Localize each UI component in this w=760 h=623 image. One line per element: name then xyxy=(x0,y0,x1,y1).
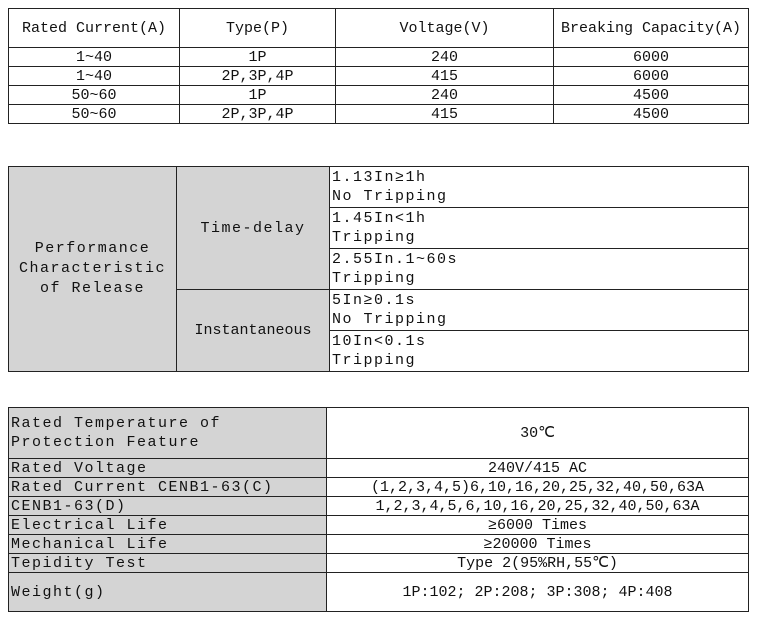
cell-voltage: 240 xyxy=(336,48,554,67)
cell-breaking-capacity: 4500 xyxy=(554,105,749,124)
table-row xyxy=(9,478,749,497)
condition-cell xyxy=(330,290,749,331)
condition-cell xyxy=(330,249,749,290)
performance-title-line: Performance xyxy=(34,240,151,257)
cell-type: 2P,3P,4P xyxy=(180,105,336,124)
cell-breaking-capacity: 6000 xyxy=(554,67,749,86)
condition-result: Tripping xyxy=(332,270,417,287)
header-voltage: Voltage(V) xyxy=(336,9,554,48)
spec-value: 240V/415 AC xyxy=(327,459,749,478)
condition-text: 10In<0.1s xyxy=(332,333,427,350)
spec-value: 30℃ xyxy=(327,408,749,459)
spec-value: (1,2,3,4,5)6,10,16,20,25,32,40,50,63A xyxy=(327,478,749,497)
spec-label-line: Protection Feature xyxy=(11,434,201,451)
cell-type: 2P,3P,4P xyxy=(180,67,336,86)
spec-value: ≥6000 Times xyxy=(327,516,749,535)
cell-voltage: 415 xyxy=(336,67,554,86)
header-rated-current: Rated Current(A) xyxy=(9,9,180,48)
header-breaking-capacity: Breaking Capacity(A) xyxy=(554,9,749,48)
table-row xyxy=(9,497,749,516)
spec-label: Rated Current CENB1-63(C) xyxy=(9,478,327,497)
table-row xyxy=(9,459,749,478)
spec-label: Mechanical Life xyxy=(9,535,327,554)
table-row xyxy=(9,408,749,459)
performance-title xyxy=(9,167,177,372)
cell-voltage: 240 xyxy=(336,86,554,105)
condition-text: 5In≥0.1s xyxy=(332,292,417,309)
instantaneous-label: Instantaneous xyxy=(177,290,330,372)
condition-text: 2.55In.1~60s xyxy=(332,251,459,268)
spec-value: ≥20000 Times xyxy=(327,535,749,554)
condition-result: No Tripping xyxy=(332,188,448,205)
performance-title-line: of Release xyxy=(39,280,145,297)
spec-label: Rated Voltage xyxy=(9,459,327,478)
condition-cell xyxy=(330,208,749,249)
table-header-row xyxy=(9,9,749,48)
cell-rated-current: 50~60 xyxy=(9,105,180,124)
spec-value: 1P:102; 2P:208; 3P:308; 4P:408 xyxy=(327,573,749,612)
table-row xyxy=(9,86,749,105)
condition-cell xyxy=(330,167,749,208)
cell-rated-current: 1~40 xyxy=(9,67,180,86)
spec-label: CENB1-63(D) xyxy=(9,497,327,516)
rated-current-table xyxy=(8,8,749,124)
cell-breaking-capacity: 4500 xyxy=(554,86,749,105)
cell-rated-current: 50~60 xyxy=(9,86,180,105)
cell-rated-current: 1~40 xyxy=(9,48,180,67)
condition-result: No Tripping xyxy=(332,311,448,328)
specifications-table xyxy=(8,407,749,612)
condition-text: 1.13In≥1h xyxy=(332,169,427,186)
table-row xyxy=(9,573,749,612)
cell-voltage: 415 xyxy=(336,105,554,124)
spec-label: Weight(g) xyxy=(9,573,327,612)
time-delay-label: Time-delay xyxy=(177,167,330,290)
table-row xyxy=(9,167,749,208)
table-row xyxy=(9,48,749,67)
spec-label-line: Rated Temperature of xyxy=(11,415,222,432)
header-type: Type(P) xyxy=(180,9,336,48)
cell-type: 1P xyxy=(180,86,336,105)
spec-value: Type 2(95%RH,55℃) xyxy=(327,554,749,573)
cell-type: 1P xyxy=(180,48,336,67)
condition-text: 1.45In<1h xyxy=(332,210,427,227)
spec-label: Tepidity Test xyxy=(9,554,327,573)
cell-breaking-capacity: 6000 xyxy=(554,48,749,67)
release-characteristic-table xyxy=(8,166,749,372)
table-row xyxy=(9,554,749,573)
performance-title-line: Characteristic xyxy=(18,260,167,277)
table-row xyxy=(9,105,749,124)
table-row xyxy=(9,67,749,86)
table-row xyxy=(9,516,749,535)
spec-label xyxy=(9,408,327,459)
condition-result: Tripping xyxy=(332,352,417,369)
spec-value: 1,2,3,4,5,6,10,16,20,25,32,40,50,63A xyxy=(327,497,749,516)
condition-cell xyxy=(330,331,749,372)
table-row xyxy=(9,535,749,554)
condition-result: Tripping xyxy=(332,229,417,246)
spec-label: Electrical Life xyxy=(9,516,327,535)
